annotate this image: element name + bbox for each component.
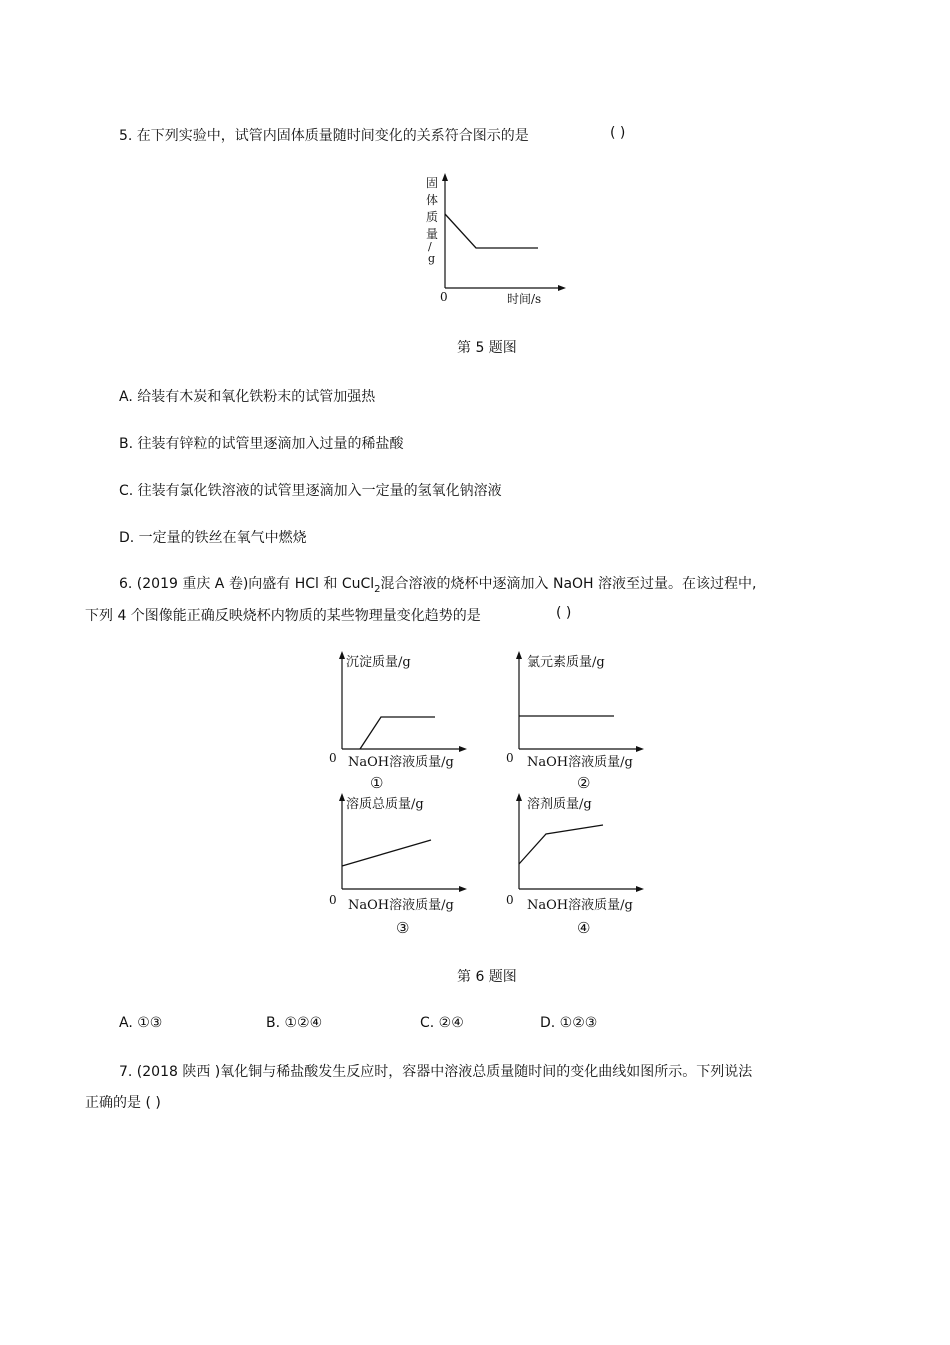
q5-ylabel-char: 体 [426, 193, 439, 207]
q5-xlabel: 时间/s [507, 292, 542, 306]
q6-graph-4-ylabel: 溶剂质量/g [527, 797, 592, 812]
q5-option-c: C. 往装有氯化铁溶液的试管里逐滴加入一定量的氢氧化钠溶液 [119, 483, 502, 499]
q6-graph-2-ylabel: 氯元素质量/g [527, 655, 605, 670]
q6-option-c: C. ②④ [420, 1015, 464, 1031]
q5-ylabel-char: 量 [426, 227, 439, 241]
q5-origin-label: 0 [440, 290, 448, 304]
q7-stem-line2: 正确的是 ( ) [85, 1095, 161, 1111]
q5-option-a: A. 给装有木炭和氧化铁粉末的试管加强热 [119, 389, 376, 405]
q5-solid-mass-curve [445, 214, 538, 248]
q5-answer-bracket: ( ) [610, 125, 626, 141]
q6-graph-1 [325, 645, 475, 790]
q6-graph-3-ylabel: 溶质总质量/g [346, 797, 424, 812]
q6-answer-bracket: ( ) [556, 605, 572, 621]
q6-graph-1-xlabel: NaOH溶液质量/g [348, 755, 454, 770]
q6-option-a: A. ①③ [119, 1015, 163, 1031]
q6-figure-caption: 第 6 题图 [457, 969, 517, 985]
q5-ylabel-char: / [428, 240, 432, 253]
q5-ylabel-char: 质 [426, 210, 439, 224]
q6-graph-2-xlabel: NaOH溶液质量/g [527, 755, 633, 770]
q6-graph-3-xlabel: NaOH溶液质量/g [348, 898, 454, 913]
q5-option-b: B. 往装有锌粒的试管里逐滴加入过量的稀盐酸 [119, 436, 404, 452]
q6-graph-3 [325, 787, 475, 937]
q6-graph-3-origin: 0 [329, 893, 337, 907]
q6-graph-2-number: ② [577, 774, 591, 790]
q6-graph-1-origin: 0 [329, 751, 337, 765]
q6-graph-4-curve [519, 825, 603, 864]
q6-graph-2-origin: 0 [506, 751, 514, 765]
q6-stem-line1-a: 6. (2019 重庆 A 卷)向盛有 HCl 和 CuCl [119, 576, 375, 592]
q6-graph-4-number: ④ [577, 919, 591, 937]
q6-graph-1-number: ① [370, 774, 384, 790]
q6-graph-2 [502, 645, 657, 790]
q6-graph-1-curve [360, 717, 435, 749]
q6-graph-4 [502, 787, 657, 937]
q6-subscript: 2 [374, 583, 381, 595]
q5-ylabel-char: g [428, 252, 436, 265]
q5-option-d: D. 一定量的铁丝在氧气中燃烧 [119, 530, 307, 546]
q5-ylabel-char: 固 [426, 176, 439, 190]
q5-stem: 5. 在下列实验中，试管内固体质量随时间变化的关系符合图示的是 [119, 128, 529, 144]
q6-option-b: B. ①②④ [266, 1015, 323, 1031]
q6-graph-3-curve [342, 840, 431, 866]
q5-figure [420, 168, 570, 310]
q6-graph-3-number: ③ [396, 919, 410, 937]
q6-stem-line1-b: 混合溶液的烧杯中逐滴加入 NaOH 溶液至过量。在该过程中, [380, 576, 757, 592]
q5-figure-caption: 第 5 题图 [457, 340, 517, 356]
q6-graph-4-origin: 0 [506, 893, 514, 907]
q6-stem-line1 [119, 573, 756, 595]
q6-stem-line2: 下列 4 个图像能正确反映烧杯内物质的某些物理量变化趋势的是 [85, 608, 481, 624]
q7-stem-line1: 7. (2018 陕西 )氧化铜与稀盐酸发生反应时，容器中溶液总质量随时间的变化曲线如图所示。下列说法 [119, 1064, 753, 1080]
q6-option-d: D. ①②③ [540, 1015, 598, 1031]
q6-graph-1-ylabel: 沉淀质量/g [346, 655, 411, 670]
q6-graph-4-xlabel: NaOH溶液质量/g [527, 898, 633, 913]
